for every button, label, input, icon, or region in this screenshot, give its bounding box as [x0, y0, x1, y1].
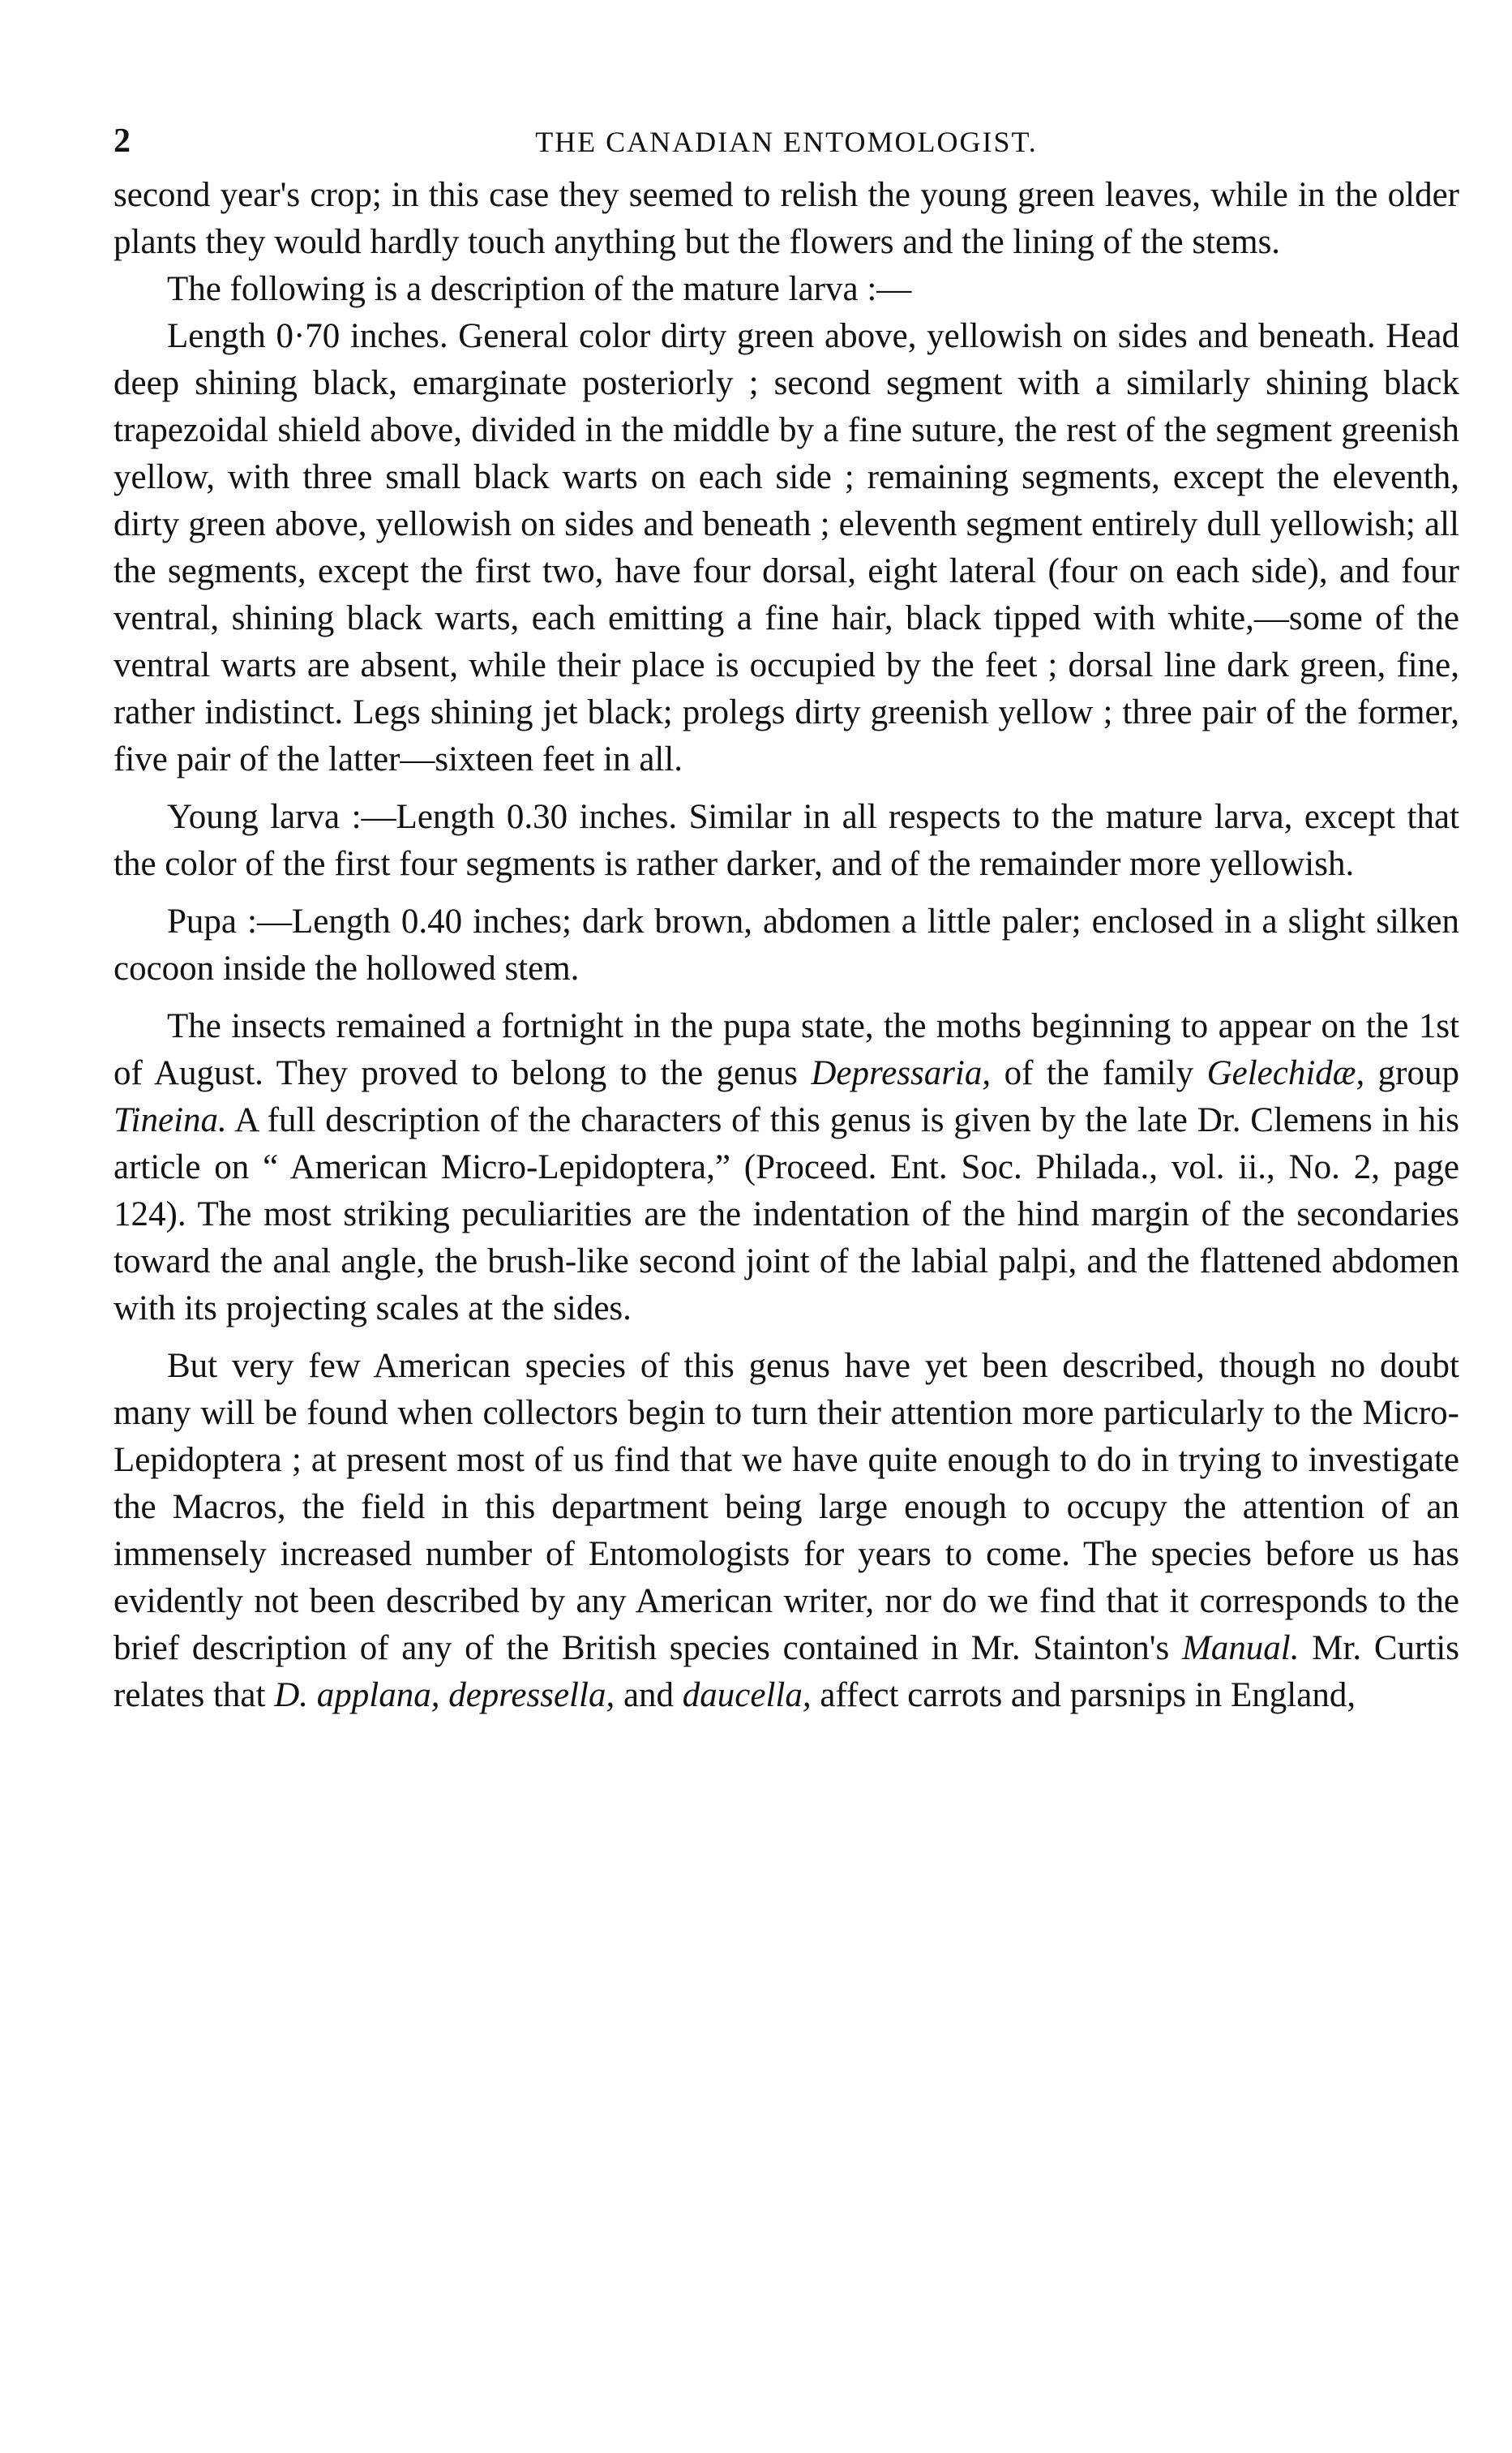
text-segment: But very few American species of this genus have yet been described, though no doubt many will be found when collectors begin to turn their attention more particularly to the Micro-Lepidoptera ; at present most of us find that we have quite enough to do in trying to investigate the Macros, the field in this department being large enough to occupy the attention of an immensely increased number of Entomologists for years to come. The species before us has evidently not been described by any American writer, nor do we find that it corresponds to the brief description of any of the British species contained in Mr. Stainton's — [114, 1347, 1459, 1667]
text-segment: Mr. Curtis relates that — [114, 1629, 1460, 1714]
family-name: Gelechidæ, — [1206, 1054, 1365, 1092]
species-names: D. applana, depressella, — [274, 1676, 615, 1714]
paragraph-young-larva: Young larva :—Length 0.30 inches. Similar in all respects to the mature larva, except that the color of the first four segments is rather darker, and of the remainder more yellowish. — [114, 798, 1459, 883]
page-header — [114, 122, 1459, 161]
manual-title: Manual. — [1181, 1629, 1300, 1667]
paragraph-larva-intro: The following is a description of the mature larva :— — [167, 270, 912, 308]
text-segment: and — [615, 1676, 683, 1714]
species-name: daucella, — [682, 1676, 812, 1714]
genus-name: Depressaria, — [811, 1054, 992, 1092]
paragraph-continued-text: second year's crop; in this case they seemed to relish the young green leaves, while in the older plants they would hardly touch anything but the flowers and the lining of the stems. — [114, 176, 1459, 261]
paragraph-mature-larva: Length 0·70 inches. General color dirty green above, yellowish on sides and beneath. Head deep shining black, emarginate posteriorly ; second segment with a similarly shining black trapezoidal shield above, divided in the middle by a fine suture, the rest of the segment greenish yellow, with three small black warts on each side ; remaining segments, except the eleventh, dirty green above, yellowish on sides and beneath ; eleventh segment entirely dull yellowish; all the segments, except the first two, have four dorsal, eight lateral (four on each side), and four ventral, shining black warts, each emitting a fine hair, black tipped with white,—some of the ventral warts are absent, while their place is occupied by the feet ; dorsal line dark green, fine, rather indistinct. Legs shining jet black; prolegs dirty greenish yellow ; three pair of the former, five pair of the latter—sixteen feet in all. — [114, 317, 1459, 778]
paragraph-pupa: Pupa :—Length 0.40 inches; dark brown, abdomen a little paler; enclosed in a slight silken cocoon inside the hollowed stem. — [114, 903, 1459, 988]
paragraph-american-species — [114, 1343, 1459, 1719]
running-title: THE CANADIAN ENTOMOLOGIST. — [535, 126, 1038, 158]
text-segment: group — [1364, 1054, 1460, 1092]
text-segment: A full description of the characters of this genus is given by the late Dr. Clemens in his article on “ American Micro-Lepidoptera,” (Proceed. Ent. Soc. Philada., vol. ii., No. 2, page 124). The most striking peculiarities are the indentation of the hind margin of the secondaries toward the anal angle, the brush-like second joint of the labial palpi, and the flattened abdomen with its projecting scales at the sides. — [114, 1101, 1459, 1327]
paragraph-moths — [114, 1003, 1459, 1332]
text-segment: of the family — [991, 1054, 1207, 1092]
article-body — [114, 172, 1459, 1719]
text-segment: The insects remained a fortnight in the pupa state, the moths beginning to appear on the 1st of August. They proved to belong to the genus — [114, 1007, 1459, 1092]
group-name: Tineina. — [114, 1101, 227, 1139]
page-number: 2 — [114, 122, 131, 160]
text-segment: affect carrots and parsnips in England, — [811, 1676, 1356, 1714]
